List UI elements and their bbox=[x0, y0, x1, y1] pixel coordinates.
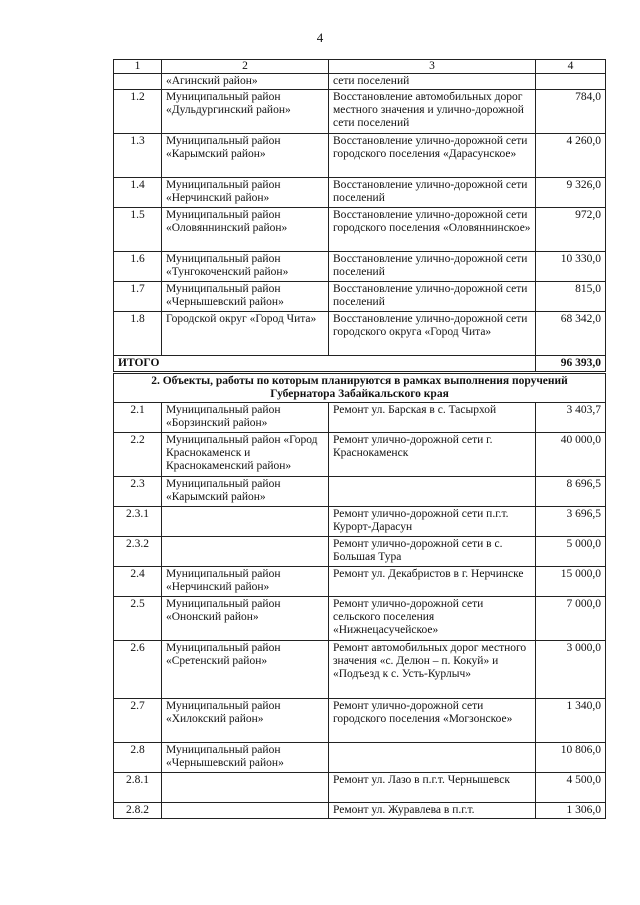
table-header-row bbox=[114, 60, 606, 74]
row-amount: 784,0 bbox=[536, 90, 606, 134]
row-organization: Муниципальный район «Оловяннинский район» bbox=[162, 208, 329, 252]
page-number: 4 bbox=[316, 30, 324, 45]
row-work-description: Ремонт ул. Барская в с. Тасырхой bbox=[329, 403, 536, 433]
row-organization: Муниципальный район «Нерчинский район» bbox=[162, 567, 329, 597]
row-amount: 8 696,5 bbox=[536, 477, 606, 507]
row-organization bbox=[162, 537, 329, 567]
table-row bbox=[114, 507, 606, 537]
table-row bbox=[114, 90, 606, 134]
row-number: 2.3.1 bbox=[114, 507, 162, 537]
table-body bbox=[114, 60, 606, 819]
total-label: ИТОГО bbox=[114, 356, 536, 373]
row-work-description: Восстановление улично-дорожной сети поселений bbox=[329, 282, 536, 312]
row-number: 2.7 bbox=[114, 699, 162, 743]
row-number bbox=[114, 74, 162, 90]
row-amount: 972,0 bbox=[536, 208, 606, 252]
row-organization bbox=[162, 803, 329, 819]
row-work-description: Ремонт ул. Лазо в п.г.т. Чернышевск bbox=[329, 773, 536, 803]
row-work-description: Ремонт улично-дорожной сети в с. Большая Тура bbox=[329, 537, 536, 567]
row-amount: 3 403,7 bbox=[536, 403, 606, 433]
row-amount: 9 326,0 bbox=[536, 178, 606, 208]
row-amount: 40 000,0 bbox=[536, 433, 606, 477]
table-row bbox=[114, 433, 606, 477]
row-number: 2.3.2 bbox=[114, 537, 162, 567]
header-cell-3: 3 bbox=[329, 60, 536, 74]
row-amount: 5 000,0 bbox=[536, 537, 606, 567]
row-organization bbox=[162, 773, 329, 803]
table-row bbox=[114, 312, 606, 356]
row-amount: 1 306,0 bbox=[536, 803, 606, 819]
row-number: 2.8 bbox=[114, 743, 162, 773]
row-organization: Муниципальный район «Чернышевский район» bbox=[162, 282, 329, 312]
row-organization: Муниципальный район «Тунгокоченский район» bbox=[162, 252, 329, 282]
row-amount: 68 342,0 bbox=[536, 312, 606, 356]
row-work-description: Восстановление улично-дорожной сети городского поселения «Оловяннинское» bbox=[329, 208, 536, 252]
row-organization: «Агинский район» bbox=[162, 74, 329, 90]
row-amount: 4 500,0 bbox=[536, 773, 606, 803]
row-organization: Муниципальный район «Дульдургинский район» bbox=[162, 90, 329, 134]
total-amount: 96 393,0 bbox=[536, 356, 606, 373]
table-row bbox=[114, 597, 606, 641]
row-number: 1.2 bbox=[114, 90, 162, 134]
row-work-description: Ремонт улично-дорожной сети г. Краснокаменск bbox=[329, 433, 536, 477]
row-number: 2.6 bbox=[114, 641, 162, 699]
table-row bbox=[114, 803, 606, 819]
row-organization: Городской округ «Город Чита» bbox=[162, 312, 329, 356]
row-number: 1.8 bbox=[114, 312, 162, 356]
row-number: 2.2 bbox=[114, 433, 162, 477]
header-cell-4: 4 bbox=[536, 60, 606, 74]
table-row bbox=[114, 252, 606, 282]
row-organization: Муниципальный район «Хилокский район» bbox=[162, 699, 329, 743]
table-row bbox=[114, 641, 606, 699]
row-work-description bbox=[329, 743, 536, 773]
table-row bbox=[114, 537, 606, 567]
row-work-description: Восстановление автомобильных дорог местного значения и улично-дорожной сети поселений bbox=[329, 90, 536, 134]
row-amount: 10 806,0 bbox=[536, 743, 606, 773]
row-organization: Муниципальный район «Город Краснокаменск и Краснокаменский район» bbox=[162, 433, 329, 477]
row-number: 2.4 bbox=[114, 567, 162, 597]
row-organization: Муниципальный район «Карымский район» bbox=[162, 477, 329, 507]
budget-table bbox=[113, 59, 606, 819]
row-number: 1.7 bbox=[114, 282, 162, 312]
row-number: 2.5 bbox=[114, 597, 162, 641]
row-work-description: Ремонт улично-дорожной сети городского поселения «Могзонское» bbox=[329, 699, 536, 743]
row-work-description: Восстановление улично-дорожной сети поселений bbox=[329, 178, 536, 208]
section-title-row bbox=[114, 373, 606, 403]
table-row bbox=[114, 743, 606, 773]
row-amount: 10 330,0 bbox=[536, 252, 606, 282]
row-amount: 15 000,0 bbox=[536, 567, 606, 597]
row-amount: 3 696,5 bbox=[536, 507, 606, 537]
row-organization bbox=[162, 507, 329, 537]
table-row bbox=[114, 178, 606, 208]
row-organization: Муниципальный район «Нерчинский район» bbox=[162, 178, 329, 208]
table-row bbox=[114, 74, 606, 90]
row-work-description: Ремонт ул. Декабристов в г. Нерчинске bbox=[329, 567, 536, 597]
row-organization: Муниципальный район «Сретенский район» bbox=[162, 641, 329, 699]
header-cell-1: 1 bbox=[114, 60, 162, 74]
table-row bbox=[114, 477, 606, 507]
row-work-description: сети поселений bbox=[329, 74, 536, 90]
row-work-description: Восстановление улично-дорожной сети городского поселения «Дарасунское» bbox=[329, 134, 536, 178]
table-row bbox=[114, 567, 606, 597]
total-row bbox=[114, 356, 606, 373]
row-number: 2.8.1 bbox=[114, 773, 162, 803]
row-amount: 3 000,0 bbox=[536, 641, 606, 699]
row-amount: 4 260,0 bbox=[536, 134, 606, 178]
row-amount: 815,0 bbox=[536, 282, 606, 312]
row-number: 1.4 bbox=[114, 178, 162, 208]
row-amount bbox=[536, 74, 606, 90]
row-work-description: Восстановление улично-дорожной сети поселений bbox=[329, 252, 536, 282]
table-row bbox=[114, 282, 606, 312]
row-organization: Муниципальный район «Карымский район» bbox=[162, 134, 329, 178]
table-row bbox=[114, 699, 606, 743]
table-row bbox=[114, 403, 606, 433]
row-organization: Муниципальный район «Ононский район» bbox=[162, 597, 329, 641]
row-work-description: Восстановление улично-дорожной сети городского округа «Город Чита» bbox=[329, 312, 536, 356]
row-number: 1.5 bbox=[114, 208, 162, 252]
table-row bbox=[114, 773, 606, 803]
header-cell-2: 2 bbox=[162, 60, 329, 74]
row-work-description: Ремонт улично-дорожной сети п.г.т. Курорт-Дарасун bbox=[329, 507, 536, 537]
section-title: 2. Объекты, работы по которым планируются в рамках выполнения поручений Губернатора Забайкальского края bbox=[114, 373, 606, 403]
row-work-description: Ремонт ул. Журавлева в п.г.т. bbox=[329, 803, 536, 819]
table-row bbox=[114, 134, 606, 178]
row-number: 2.1 bbox=[114, 403, 162, 433]
row-organization: Муниципальный район «Чернышевский район» bbox=[162, 743, 329, 773]
table-row bbox=[114, 208, 606, 252]
row-organization: Муниципальный район «Борзинский район» bbox=[162, 403, 329, 433]
row-number: 1.6 bbox=[114, 252, 162, 282]
row-number: 1.3 bbox=[114, 134, 162, 178]
row-work-description bbox=[329, 477, 536, 507]
row-number: 2.8.2 bbox=[114, 803, 162, 819]
row-work-description: Ремонт автомобильных дорог местного значения «с. Делюн – п. Кокуй» и «Подъезд к с. Усть-Курлыч» bbox=[329, 641, 536, 699]
row-amount: 7 000,0 bbox=[536, 597, 606, 641]
row-number: 2.3 bbox=[114, 477, 162, 507]
row-amount: 1 340,0 bbox=[536, 699, 606, 743]
row-work-description: Ремонт улично-дорожной сети сельского поселения «Нижнецасучейское» bbox=[329, 597, 536, 641]
